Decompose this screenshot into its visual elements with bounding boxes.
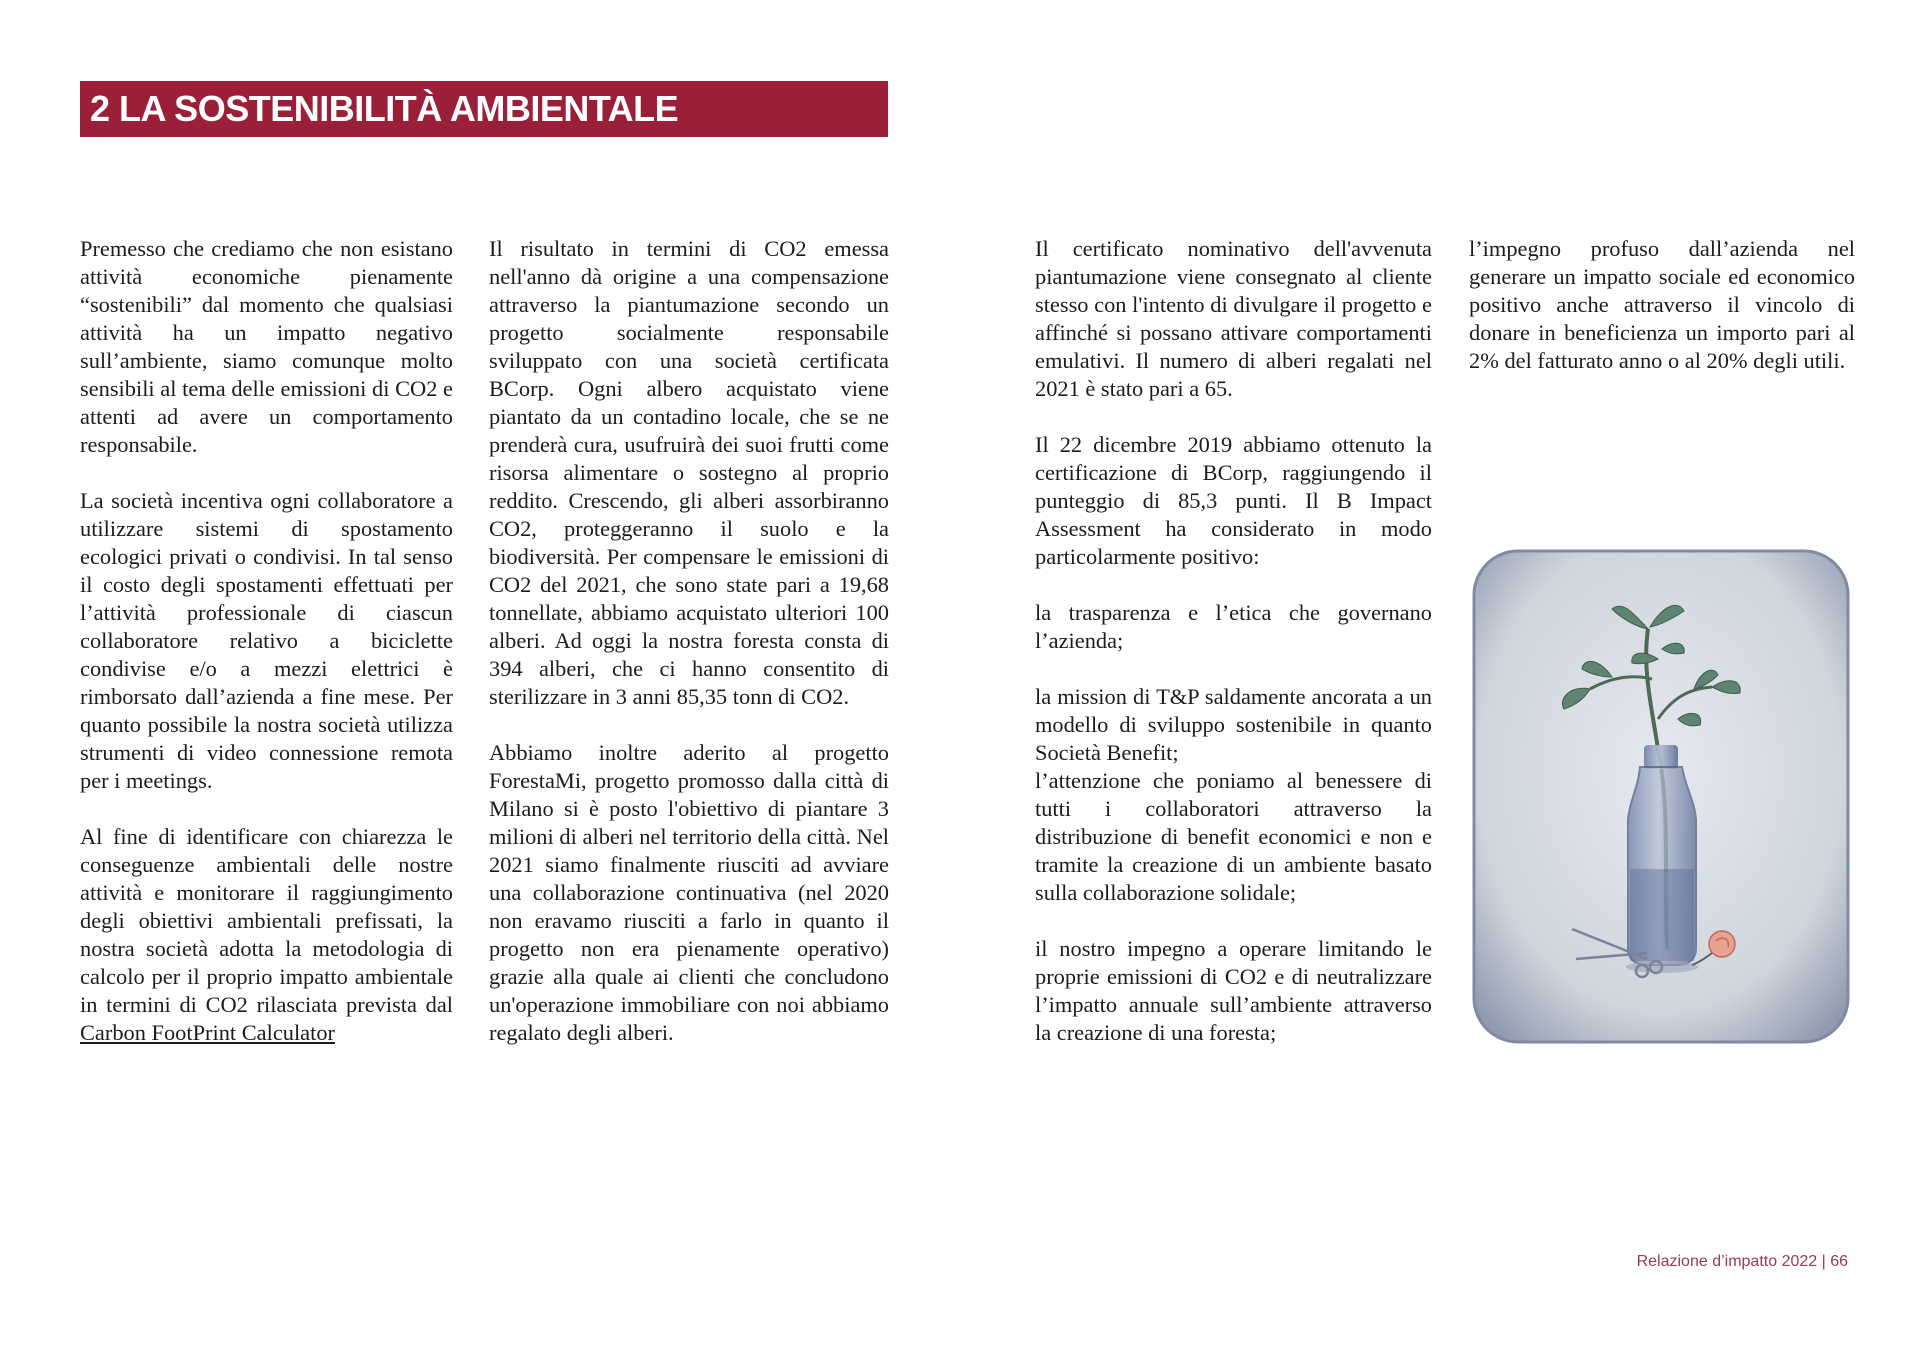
list-item-wellbeing: l’attenzione che poniamo al benessere di tutti i collaboratori attraverso la distribuzione di benefit economici e non e tramite la creazione di un ambiente basato sulla collaborazione solidale;: [1035, 768, 1432, 905]
paragraph-methodology: [80, 823, 453, 1047]
page-footer: Relazione d’impatto 2022 | 66: [1636, 1253, 1848, 1270]
paragraph-bcorp: Il 22 dicembre 2019 abbiamo ottenuto la certificazione di BCorp, raggiungendo il punteggio di 85,3 punti. Il B Impact Assessment ha considerato in modo particolarmente positivo:: [1035, 432, 1432, 569]
section-title-bar: [80, 81, 888, 137]
list-item-transparency: la trasparenza e l’etica che governano l’azienda;: [1035, 600, 1432, 653]
paragraph-donation: l’impegno profuso dall’azienda nel generare un impatto sociale ed economico positivo anche attraverso il vincolo di donare in beneficienza un importo pari al 2% del fatturato anno o al 20% degli utili.: [1469, 236, 1855, 373]
carbon-footprint-link[interactable]: Carbon FootPrint Calculator: [80, 1020, 335, 1045]
paragraph-mobility: La società incentiva ogni collaboratore a utilizzare sistemi di spostamento ecologici privati o condivisi. In tal senso il costo degli spostamenti effettuati per l’attività professionale di ciascun collaboratore relativo a biciclette condivise e/o a mezzi elettrici è rimborsato dall’azienda a fine mese. Per quanto possibile la nostra società utilizza strumenti di video connessione remota per i meetings.: [80, 488, 453, 793]
methodology-text: Al fine di identificare con chiarezza le conseguenze ambientali delle nostre attività e monitorare il raggiungimento degli obiettivi ambientali prefissati, la nostra società adotta la metodologia di calcolo per il proprio impatto ambientale in termini di CO2 rilasciata prevista dal: [80, 824, 453, 1017]
text-column-3: [1035, 235, 1432, 1075]
list-item-emissions: il nostro impegno a operare limitando le proprie emissioni di CO2 e di neutralizzare l’impatto annuale sull’ambiente attraverso la creazione di una foresta;: [1035, 936, 1432, 1045]
paragraph-compensation: Il risultato in termini di CO2 emessa nell'anno dà origine a una compensazione attraverso la piantumazione secondo un progetto socialmente responsabile sviluppato con una società certificata BCorp. Ogni albero acquistato viene piantato da un contadino locale, che se ne prenderà cura, usufruirà dei suoi frutti come risorsa alimentare o sostegno al proprio reddito. Crescendo, gli alberi assorbiranno CO2, proteggeranno il suolo e la biodiversità. Per compensare le emissioni di CO2 del 2021, che sono state pari a 19,68 tonnellate, abbiamo acquistato ulteriori 100 alberi. Ad oggi la nostra foresta consta di 394 alberi, che ci hanno consentito di sterilizzare in 3 anni 85,35 tonn di CO2.: [489, 236, 889, 709]
text-column-4: [1469, 235, 1855, 403]
text-column-2: [489, 235, 889, 1075]
vase-with-branch-illustration: [1472, 549, 1850, 1044]
paragraph-certificate: Il certificato nominativo dell'avvenuta piantumazione viene consegnato al cliente stesso con l'intento di divulgare il progetto e affinché si possano attivare comportamenti emulativi. Il numero di alberi regalati nel 2021 è stato pari a 65.: [1035, 236, 1432, 401]
section-title: 2 LA SOSTENIBILITÀ AMBIENTALE: [90, 88, 679, 129]
paragraph-emissions-premise: Premesso che crediamo che non esistano attività economiche pienamente “sostenibili” dal momento che qualsiasi attività ha un impatto negativo sull’ambiente, siamo comunque molto sensibili al tema delle emissioni di CO2 e attenti ad avere un comportamento responsabile.: [80, 236, 453, 457]
paragraph-forestami: Abbiamo inoltre aderito al progetto ForestaMi, progetto promosso dalla città di Milano si è posto l'obiettivo di piantare 3 milioni di alberi nel territorio della città. Nel 2021 siamo finalmente riusciti ad avviare una collaborazione continuativa (nel 2020 non eravamo riusciti a farlo in quanto il progetto non era pienamente operativo) grazie alla quale ai clienti che concludono un'operazione immobiliare con noi abbiamo regalato degli alberi.: [489, 740, 889, 1045]
list-item-mission: la mission di T&P saldamente ancorata a un modello di sviluppo sostenibile in quanto Società Benefit;: [1035, 684, 1432, 765]
text-column-1: [80, 235, 453, 1075]
